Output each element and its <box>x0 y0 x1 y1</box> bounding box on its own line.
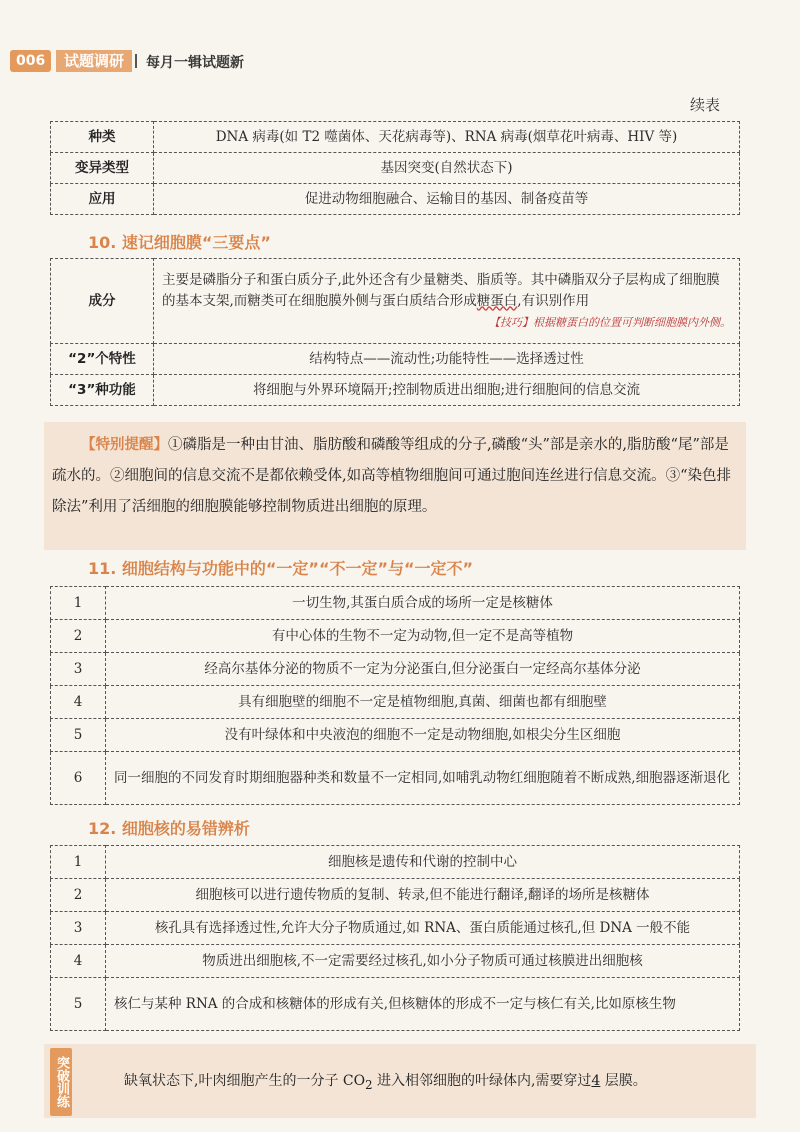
row-number: 1 <box>51 587 106 620</box>
question-text: 缺氧状态下,叶肉细胞产生的一分子 CO <box>124 1073 366 1089</box>
table-row <box>51 653 740 686</box>
highlight-term: 糖蛋白 <box>476 292 518 309</box>
continued-label: 续表 <box>689 96 720 114</box>
row-label: 种类 <box>51 122 154 153</box>
row-content: 促进动物细胞融合、运输目的基因、制备疫苗等 <box>154 184 740 215</box>
table-row <box>51 686 740 719</box>
handwritten-note: 【技巧】根据糖蛋白的位置可判断细胞膜内外侧。 <box>489 315 731 329</box>
tip-body: ①磷脂是一种由甘油、脂肪酸和磷酸等组成的分子,磷酸“头”部是亲水的,脂肪酸“尾”部是疏水的。②细胞间的信息交流不是都依赖受体,如高等植物细胞间可通过胞间连丝进行信息交流。③“染色排除法”利用了活细胞的细胞膜能够控制物质进出细胞的原理。 <box>52 437 732 515</box>
section-label: 试题调研 <box>56 50 132 72</box>
table-row <box>51 344 740 375</box>
row-number: 5 <box>51 978 106 1031</box>
table-row <box>51 752 740 805</box>
row-label: 应用 <box>51 184 154 215</box>
row-label: 变异类型 <box>51 153 154 184</box>
table-row <box>51 122 740 153</box>
row-label: “3”种功能 <box>51 375 154 406</box>
answer-blank: 4 <box>591 1073 601 1089</box>
row-number: 6 <box>51 752 106 805</box>
membrane-table <box>50 258 740 406</box>
table-row <box>51 259 740 344</box>
question-text-cont: 进入相邻细胞的叶绿体内,需要穿过 <box>372 1073 592 1089</box>
row-number: 2 <box>51 620 106 653</box>
row-text: 一切生物,其蛋白质合成的场所一定是核糖体 <box>106 587 740 620</box>
exercise-tag: 突破训练 <box>50 1048 72 1116</box>
table-row <box>51 879 740 912</box>
row-text: 细胞核是遗传和代谢的控制中心 <box>106 846 740 879</box>
table-row <box>51 945 740 978</box>
table-row <box>51 184 740 215</box>
row-content: 基因突变(自然状态下) <box>154 153 740 184</box>
table-row <box>51 978 740 1031</box>
nucleus-table <box>50 845 740 1031</box>
exercise-question <box>124 1070 724 1096</box>
subscript: 2 <box>365 1077 373 1092</box>
row-text: 细胞核可以进行遗传物质的复制、转录,但不能进行翻译,翻译的场所是核糖体 <box>106 879 740 912</box>
header-subtitle: 每月一辑试题新 <box>146 55 244 71</box>
table-row <box>51 153 740 184</box>
row-text: 具有细胞壁的细胞不一定是植物细胞,真菌、细菌也都有细胞壁 <box>106 686 740 719</box>
content-text: 主要是磷脂分子和蛋白质分子,此外还含有少量糖类、脂质等。其中磷脂双分子层构成了细胞膜的基本支架,而糖类可在细胞膜外侧与蛋白质结合形成 <box>162 271 720 309</box>
table-row <box>51 375 740 406</box>
row-number: 2 <box>51 879 106 912</box>
row-text: 同一细胞的不同发育时期细胞器种类和数量不一定相同,如哺乳动物红细胞随着不断成熟,细胞器逐渐退化 <box>106 752 740 805</box>
row-number: 1 <box>51 846 106 879</box>
row-number: 3 <box>51 653 106 686</box>
row-text: 物质进出细胞核,不一定需要经过核孔,如小分子物质可通过核膜进出细胞核 <box>106 945 740 978</box>
row-text: 核仁与某种 RNA 的合成和核糖体的形成有关,但核糖体的形成不一定与核仁有关,比如原核生物 <box>106 978 740 1031</box>
row-content: 将细胞与外界环境隔开;控制物质进出细胞;进行细胞间的信息交流 <box>154 375 740 406</box>
page-number: 006 <box>10 50 51 72</box>
row-number: 4 <box>51 945 106 978</box>
table-row <box>51 846 740 879</box>
row-number: 3 <box>51 912 106 945</box>
row-content: 结构特点——流动性;功能特性——选择透过性 <box>154 344 740 375</box>
row-text: 有中心体的生物不一定为动物,但一定不是高等植物 <box>106 620 740 653</box>
virus-table <box>50 121 740 215</box>
row-number: 5 <box>51 719 106 752</box>
table-row <box>51 912 740 945</box>
row-text: 核孔具有选择透过性,允许大分子物质通过,如 RNA、蛋白质能通过核孔,但 DNA 一般不能 <box>106 912 740 945</box>
section-12-title: 12. 细胞核的易错辨析 <box>88 819 250 838</box>
section-10-title: 10. 速记细胞膜“三要点” <box>88 233 271 252</box>
tip-text <box>52 430 738 523</box>
section-11-title: 11. 细胞结构与功能中的“一定”“不一定”与“一定不” <box>88 559 474 578</box>
structure-function-table <box>50 586 740 805</box>
question-end: 层膜。 <box>600 1073 647 1089</box>
table-row <box>51 587 740 620</box>
tip-label: 【特别提醒】 <box>81 437 168 453</box>
row-label: “2”个特性 <box>51 344 154 375</box>
row-text: 没有叶绿体和中央液泡的细胞不一定是动物细胞,如根尖分生区细胞 <box>106 719 740 752</box>
row-number: 4 <box>51 686 106 719</box>
row-content <box>154 259 740 344</box>
row-content: DNA 病毒(如 T2 噬菌体、天花病毒等)、RNA 病毒(烟草花叶病毒、HIV 等) <box>154 122 740 153</box>
table-row <box>51 620 740 653</box>
header-divider <box>135 54 137 68</box>
row-text: 经高尔基体分泌的物质不一定为分泌蛋白,但分泌蛋白一定经高尔基体分泌 <box>106 653 740 686</box>
row-label: 成分 <box>51 259 154 344</box>
table-row <box>51 719 740 752</box>
content-tail: ,有识别作用 <box>517 292 590 309</box>
